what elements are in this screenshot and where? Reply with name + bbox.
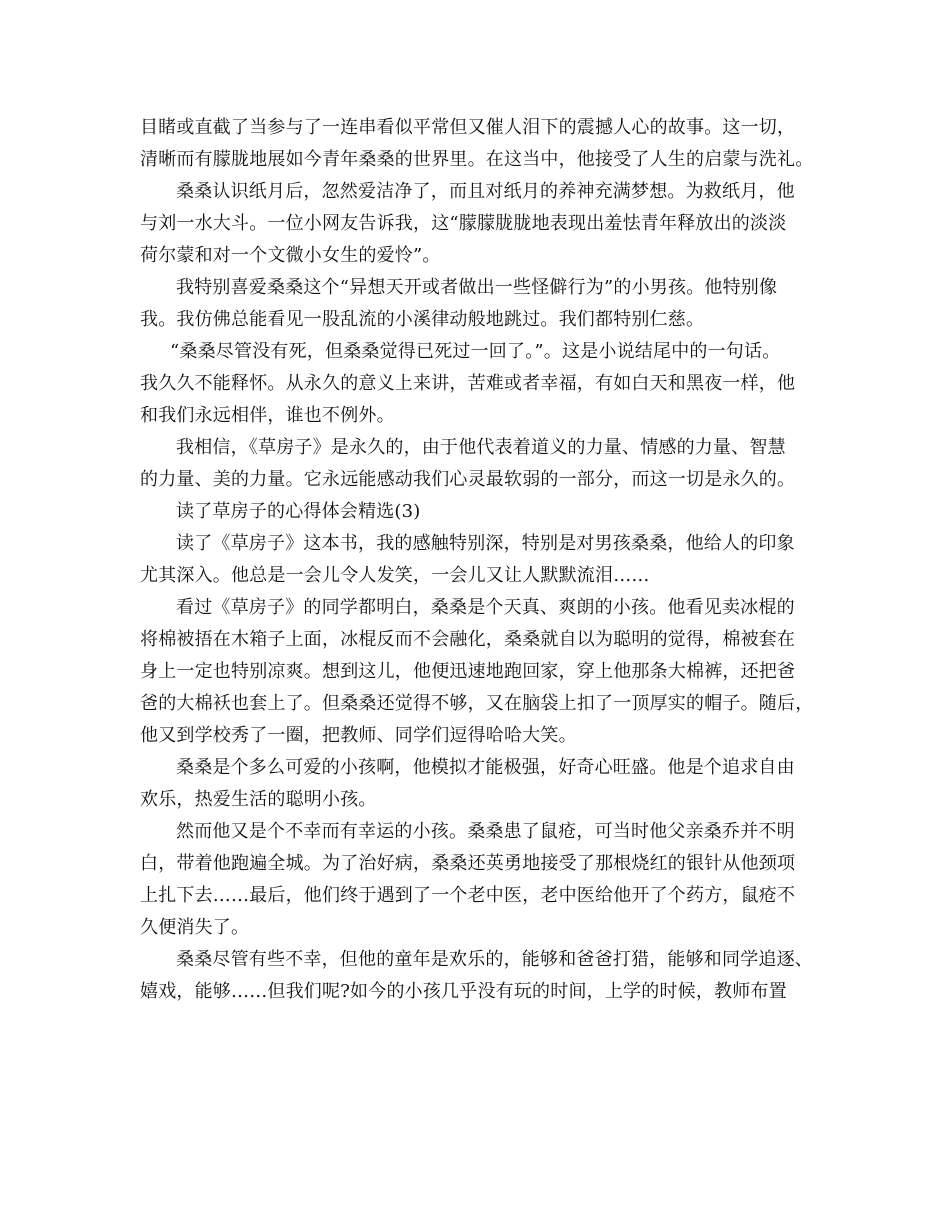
text-line: 欢乐，热爱生活的聪明小孩。 [140, 789, 377, 810]
text-line: 桑桑是个多么可爱的小孩啊，他模拟才能极强，好奇心旺盛。他是个追求自由 [176, 757, 795, 778]
text-line: 与刘一水大斗。一位小网友告诉我，这“朦朦胧胧地表现出羞怯青年释放出的淡淡 [140, 213, 787, 234]
text-line: 久便消失了。 [140, 917, 250, 938]
text-line: 然而他又是个不幸而有幸运的小孩。桑桑患了鼠疮，可当时他父亲桑乔并不明 [176, 821, 795, 842]
text-line: 白，带着他跑遍全城。为了治好病，桑桑还英勇地接受了那根烧红的银针从他颈项 [140, 853, 796, 874]
text-line: 桑桑尽管有些不幸，但他的童年是欢乐的，能够和爸爸打猎，能够和同学追逐、 [176, 949, 813, 970]
text-line: 看过《草房子》的同学都明白，桑桑是个天真、爽朗的小孩。他看见卖冰棍的 [176, 597, 795, 618]
section-heading: 读了草房子的心得体会精选(3) [176, 501, 421, 522]
text-line: 我。我仿佛总能看见一股乱流的小溪律动般地跳过。我们都特别仁慈。 [140, 309, 705, 330]
text-line: 清晰而有朦胧地展如今青年桑桑的世界里。在这当中，他接受了人生的启蒙与洗礼。 [140, 149, 814, 170]
document-body [140, 112, 812, 1008]
text-line: 我特别喜爱桑桑这个“异想天开或者做出一些怪僻行为”的小男孩。他特别像 [176, 277, 778, 298]
text-line: 将棉被捂在木箱子上面，冰棍反而不会融化，桑桑就自以为聪明的觉得，棉被套在 [140, 629, 796, 650]
text-line: 爸的大棉袄也套上了。但桑桑还觉得不够，又在脑袋上扣了一顶厚实的帽子。随后， [140, 693, 814, 714]
text-line: 上扎下去……最后，他们终于遇到了一个老中医，老中医给他开了个药方，鼠疮不 [140, 885, 796, 906]
text-line: 我相信，《草房子》是永久的，由于他代表着道义的力量、情感的力量、智慧 [176, 437, 786, 458]
text-line: 读了《草房子》这本书，我的感触特别深，特别是对男孩桑桑，他给人的印象 [176, 533, 795, 554]
text-line: 嬉戏，能够……但我们呢?如今的小孩几乎没有玩的时间，上学的时候，教师布置 [140, 981, 787, 1002]
text-line: “桑桑尽管没有死，但桑桑觉得已死过一回了。”。这是小说结尾中的一句话。 [170, 341, 781, 362]
text-line: 他又到学校秀了一圈，把教师、同学们逗得哈哈大笑。 [140, 725, 577, 746]
text-line: 目睹或直截了当参与了一连串看似平常但又催人泪下的震撼人心的故事。这一切， [140, 117, 796, 138]
text-line: 荷尔蒙和对一个文微小女生的爱怜”。 [140, 245, 441, 266]
text-line: 的力量、美的力量。它永远能感动我们心灵最软弱的一部分，而这一切是永久的。 [140, 469, 796, 490]
text-line: 桑桑认识纸月后，忽然爱洁净了，而且对纸月的养神充满梦想。为救纸月，他 [176, 181, 795, 202]
text-line: 身上一定也特别凉爽。想到这儿，他便迅速地跑回家，穿上他那条大棉裤，还把爸 [140, 661, 796, 682]
text-line: 我久久不能释怀。从永久的意义上来讲，苦难或者幸福，有如白天和黑夜一样，他 [140, 373, 796, 394]
text-line: 尤其深入。他总是一会儿令人发笑，一会儿又让人默默流泪…… [140, 565, 650, 586]
text-line: 和我们永远相伴，谁也不例外。 [140, 405, 395, 426]
